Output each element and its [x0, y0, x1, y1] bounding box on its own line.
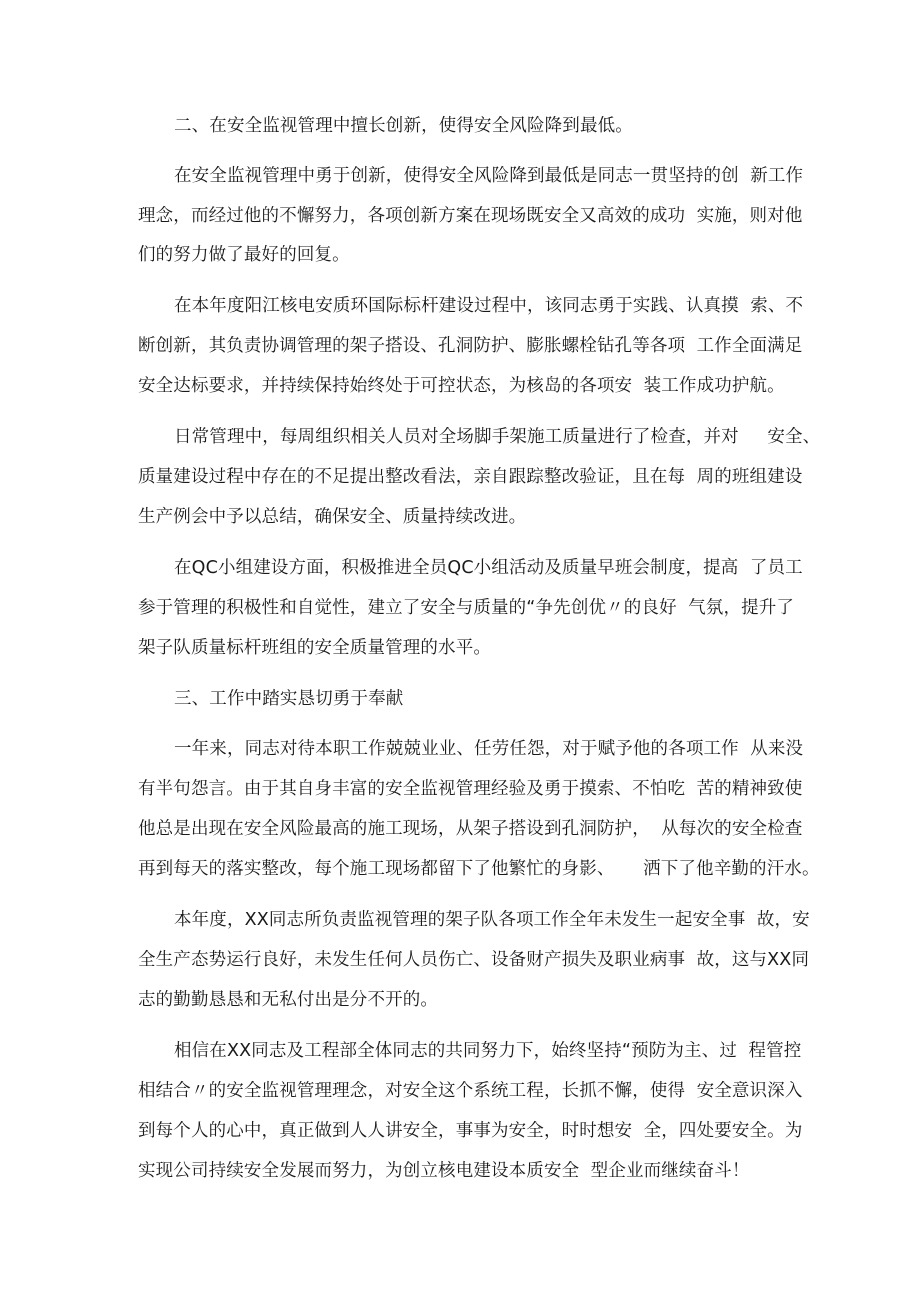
paragraph-line: 有半句怨言。由于其自身丰富的安全监视管理经验及勇于摸索、不怕吃 苦的精神致使 [138, 779, 803, 799]
paragraph-line: 相结合〃的安全监视管理理念，对安全这个系统工程，长抓不懈，使得 安全意识深入 [138, 1081, 803, 1101]
paragraph-line: 在本年度阳江核电安质环国际标杆建设过程中，该同志勇于实践、认真摸 索、不 [174, 296, 804, 316]
paragraph-line: 参于管理的积极性和自觉性，建立了安全与质量的“争先创优〃的良好 气氛，提升了 [138, 598, 795, 618]
section-heading-3: 三、工作中踏实恳切勇于奉献 [174, 689, 404, 709]
paragraph-line: 实现公司持续安全发展而努力，为创立核电建设本质安全 型企业而继续奋斗！ [138, 1161, 750, 1181]
paragraph-line: 本年度，XX同志所负责监视管理的架子队各项工作全年未发生一起安全事 故，安 [174, 910, 810, 930]
paragraph-line: 他总是出现在安全风险最高的施工现场，从架子搭设到孔洞防护， 从每次的安全检查 [138, 819, 803, 839]
paragraph-line: 质量建设过程中存在的不足提出整改看法，亲自跟踪整改验证，且在每 周的班组建设 [138, 467, 803, 487]
paragraph-line: 安全达标要求，并持续保持始终处于可控状态，为核岛的各项安 装工作成功护航。 [138, 376, 785, 396]
paragraph-line: 架子队质量标杆班组的安全质量管理的水平。 [138, 638, 491, 658]
paragraph-line: 志的勤勤恳恳和无私付出是分不开的。 [138, 990, 439, 1010]
paragraph-line: 们的努力做了最好的回复。 [138, 245, 350, 265]
paragraph-line: 在安全监视管理中勇于创新，使得安全风险降到最低是同志一贯坚持的创 新工作 [174, 166, 804, 186]
paragraph-line: 到每个人的心中，真正做到人人讲安全，事事为安全，时时想安 全，四处要安全。为 [138, 1121, 803, 1141]
paragraph-line: 理念，而经过他的不懈努力，各项创新方案在现场既安全又高效的成功 实施，则对他 [138, 206, 803, 226]
paragraph-line: 日常管理中，每周组织相关人员对全场脚手架施工质量进行了检查，并对 安全、 [174, 427, 821, 447]
paragraph-line: 全生产态势运行良好，未发生任何人员伤亡、设备财产损失及职业病事 故，这与XX同 [138, 950, 810, 970]
paragraph-line: 生产例会中予以总结，确保安全、质量持续改进。 [138, 507, 527, 527]
paragraph-line: 相信在XX同志及工程部全体同志的共同努力下，始终坚持“预防为主、过 程管控 [174, 1041, 802, 1061]
section-heading-2: 二、在安全监视管理中擅长创新，使得安全风险降到最低。 [174, 116, 633, 136]
paragraph-line: 在QC小组建设方面，积极推进全员QC小组活动及质量早班会制度，提高 了员工 [174, 558, 803, 578]
paragraph-line: 再到每天的落实整改，每个施工现场都留下了他繁忙的身影、 洒下了他辛勤的汗水。 [138, 859, 820, 879]
paragraph-line: 一年来，同志对待本职工作兢兢业业、任劳任怨，对于赋予他的各项工作 从来没 [174, 739, 804, 759]
paragraph-line: 断创新，其负责协调管理的架子搭设、孔洞防护、膨胀螺栓钻孔等各项 工作全面满足 [138, 336, 803, 356]
